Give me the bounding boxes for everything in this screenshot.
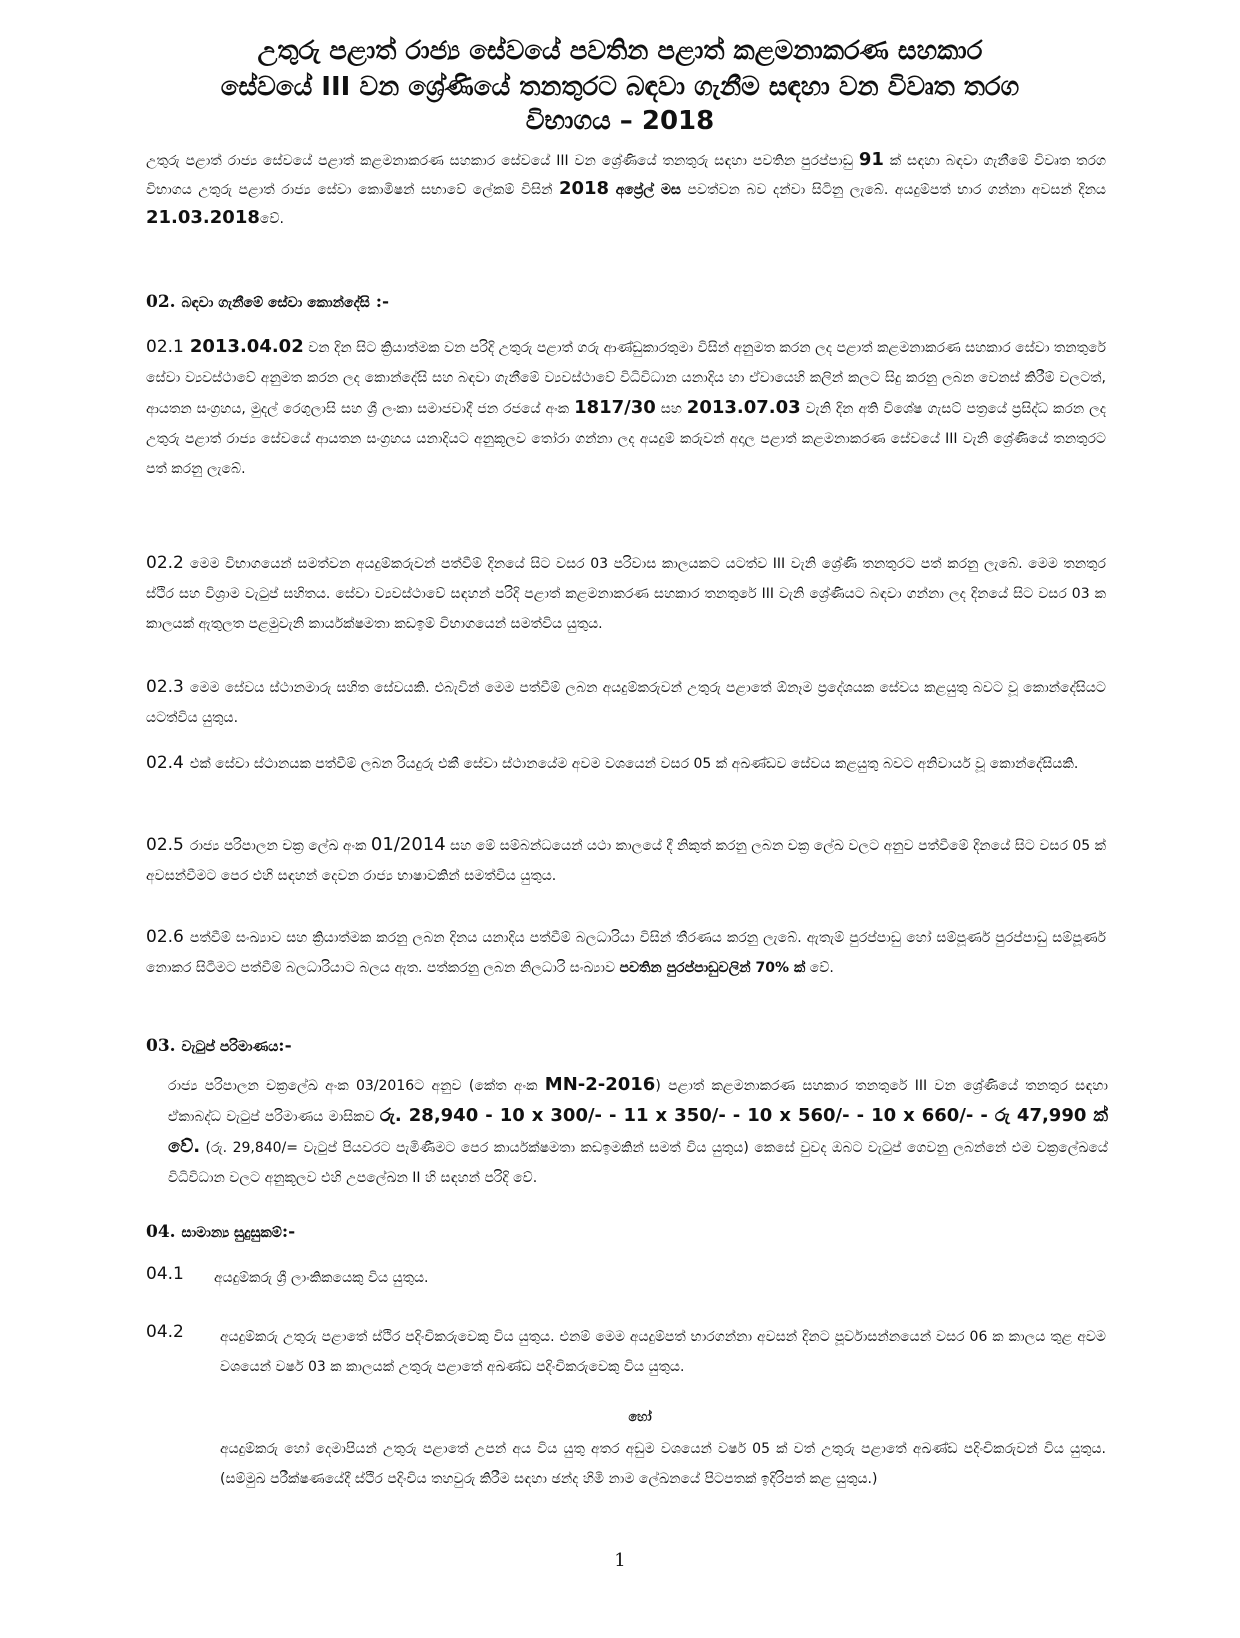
paragraph-text: වන දින සිට ක්‍රියාත්මක වන පරිදි උතුරු පළාත් ගරු ආණ්ඩුකාරතුමා විසින් අනුමත කරන ලද පළාත් කළමනාකරණ සහකාර සේවා තනතුරේ සේවා ව්‍යවස්ථාවේ අනුමත කරන ලද කොන්දේසි සහ බඳවා ගැනීමේ ව්‍යවස්ථාවේ විධිවිධාන යනාදිය හා ඒවායෙහි කලින් කලට සිදු කරනු ලබන වෙනස් කිරීම් වලටත්, ආයතන සංග්‍රහය, මුදල් රෙගුලාසි සහ ශ්‍රී ලංකා සමාජවාදී ජන රජයේ අංක: [146, 340, 1106, 417]
document-title-line-3: විභාගය – 2018: [525, 106, 715, 136]
section-heading-04: [146, 1222, 295, 1242]
paragraph-02-4: [146, 748, 1106, 779]
paragraph-02-2: [146, 548, 1106, 639]
section-label: වැටුප් පරිමාණය: [181, 1039, 279, 1055]
paragraph-number-04-2: 04.2: [146, 1322, 184, 1342]
paragraph-04-2-alternative: අයදුම්කරු හෝ දෙමාපියන් උතුරු පළාතේ උපන් අය විය යුතු අතර අඩුම වශයෙන් වර්ෂ 05 ක් වත් උතුරු පළාතේ අඛණ්ඩ පදිංචිකරුවන් විය යුතුය. (සම්මුඛ පරීක්ෂණයේදී ස්ථිර පදිංචිය තහවුරු කිරීම සඳහා ඡන්ද හිමි නාම ලේඛනයේ පිටපතක් ඉදිරිපත් කළ යුතුය.): [220, 1441, 1107, 1487]
paragraph-number: 02.3: [146, 677, 184, 697]
paragraph-text: වේ.: [805, 960, 834, 976]
paragraph-text: එක් සේවා ස්ථානයක පත්වීම් ලබන රියදුරු එකී සේවා ස්ථානයේම අවම වශයෙන් වසර 05 ක් අඛණ්ඩව සේවය කළයුතු බවට අනිවාර්ය වූ කොන්දේසියකි.: [189, 756, 1079, 772]
paragraph-number-04-1: 04.1: [146, 1264, 184, 1284]
page-number: 1: [614, 1550, 626, 1571]
closing-date: 21.03.2018: [146, 207, 260, 228]
paragraph-number: 02.6: [146, 927, 184, 947]
paragraph-02-1: [146, 332, 1106, 484]
salary-scale: රු. 28,940 - 10 x 300/- - 11 x 350/- - 10 x 560/- - 10 x 660/- - රු 47,990 ක් වේ.: [168, 1105, 1108, 1157]
paragraph-04-1: අයදුම්කරු ශ්‍රී ලාංකිකයෙකු විය යුතුය.: [214, 1270, 429, 1286]
paragraph-02-5: [146, 830, 1106, 891]
effective-date: 2013.04.02: [189, 336, 304, 357]
intro-text: ක් සඳහා බඳවා ගැනීමේ විවෘත තරග විභාගය උතුරු පළාත් රාජ්‍ය සේවා කොමිෂන් සභාවේ ලේකම් විසින්: [146, 153, 1106, 198]
section-number: 04.: [146, 1222, 176, 1242]
gazette-date: 2013.07.03: [686, 397, 801, 418]
paragraph-text: ) පළාත් කළමනාකරණ සහකාර තනතුරේ III වන ශ්‍රේණියේ තනතුර සඳහා ඒකාබද්ධ වැටුප් පරිමාණය මාසිකව: [168, 1078, 1108, 1125]
code-number: MN-2-2016: [544, 1074, 656, 1095]
paragraph-02-6: [146, 922, 1106, 983]
paragraph-02-3: [146, 672, 1106, 733]
paragraph-text: මෙම විභාගයෙන් සමත්වන අයදුම්කරුවන් පත්වීම් දිනයේ සිට වසර 03 පරිවාස කාලයකට යටත්ව III වැනි ශ්‍රේණි තනතුරට පත් කරනු ලැබේ. මෙම තනතුර ස්ථිර සහ විශ්‍රාම වැටුප් සහිතය. සේවා ව්‍යවස්ථාවේ සඳහන් පරිදි පළාත් කළමනාකරණ සහකාර තනතුරේ III වැනි ශ්‍රේණියට බඳවා ගන්නා ලද දිනයේ සිට වසර 03 ක කාලයක් ඇතුලත පළමුවැනි කාර්යක්ෂමතා කඩඉම් විභාගයෙන් සමත්විය යුතුය.: [146, 556, 1106, 632]
document-title-line-2: සේවයේ III වන ශ්‍රේණියේ තනතුරට බඳවා ගැනීම සඳහා වන විවෘත තරග: [220, 72, 1020, 102]
section-number: 02.: [146, 292, 176, 312]
section-suffix: :-: [281, 1222, 296, 1242]
section-number: 03.: [146, 1036, 176, 1056]
paragraph-text: සහ: [655, 401, 687, 417]
section-label: සාමාන්‍ය සුදුසුකම්: [181, 1225, 282, 1241]
vacancy-count: 91: [858, 149, 884, 170]
circular-number: 01/2014: [370, 834, 446, 855]
paragraph-text: (රු. 29,840/= වැටුප් පියවරට පැමිණීමට පෙර කාර්යක්ෂමතා කඩඉමකින් සමත් විය යුතුය) කෙසේ වුවද ඔබට වැටුප් ගෙවනු ලබන්නේ එම චක්‍රලේඛයේ විධිවිධාන වලට අනුකූලව එහි උපලේඛන II හි සඳහන් පරිදි වේ.: [168, 1140, 1108, 1186]
intro-paragraph: [146, 146, 1106, 233]
paragraph-text: සහ මේ සම්බන්ධයෙන් යථා කාලයේ දී නිකුත් කරනු ලබන චක්‍ර ලේඛ වලට අනුව පත්වීමේ දිනයේ සිට වසර 05 ක් අවසන්වීමට පෙර එහි සඳහන් දෙවන රාජ්‍ය භාෂාවකින් සමත්විය යුතුය.: [146, 838, 1106, 884]
paragraph-text: රාජ්‍ය පරිපාලන චක්‍ර ලේඛ අංක: [189, 838, 371, 854]
intro-text: පවත්වන බව දන්වා සිටිනු ලැබේ. අයදුම්පත් භාර ගන්නා අවසන් දිනය: [681, 182, 1106, 198]
paragraph-number: 02.4: [146, 753, 184, 773]
paragraph-text: වැනි දින අති විශේෂ ගැසට් පත්‍රයේ ප්‍රසිද්ධ කරන ලද උතුරු පළාත් රාජ්‍ය සේවයේ ආයතන සංග්‍රහය යනාදියට අනුකූලව තෝරා ගන්නා ලද අයදුම් කරුවන් අදාල පළාත් කළමනාකරණ සේවයේ III වැනි ශ්‍රේණියේ තනතුරට පත් කරනු ලැබේ.: [146, 401, 1107, 477]
paragraph-number: 02.1: [146, 337, 184, 357]
section-suffix: :-: [278, 1036, 292, 1056]
paragraph-03: [168, 1070, 1108, 1193]
paragraph-number: 02.5: [146, 835, 184, 855]
exam-year: 2018: [558, 178, 610, 199]
exam-month: අප්‍රේල් මස: [615, 182, 682, 198]
document-title-line-1: උතුරු පළාත් රාජ්‍ය සේවයේ පවතින පළාත් කළමනාකරණ සහකාර: [257, 36, 983, 66]
section-heading-02: [146, 292, 389, 312]
paragraph-number: 02.2: [146, 553, 184, 573]
paragraph-text: රාජ්‍ය පරිපාලන චක්‍රලේඛ අංක 03/2016ට අනුව (කේත අංක: [168, 1078, 545, 1094]
section-label: බඳවා ගැනීමේ සේවා කොන්දේසි: [181, 295, 370, 311]
appointment-percentage: පවතින පුරප්පාඩුවලින් 70% ක්: [619, 960, 806, 976]
intro-text: උතුරු පළාත් රාජ්‍ය සේවයේ පළාත් කළමනාකරණ සහකාර සේවයේ III වන ශ්‍රේණියේ තනතුරු සඳහා පවතින පුරප්පාඩු: [146, 153, 859, 169]
paragraph-04-2: අයදුම්කරු උතුරු පළාතේ ස්ථිර පදිංචිකරුවෙකු විය යුතුය. එනම් මෙම අයදුම්පත් භාරගන්නා අවසන් දිනට පූර්වාසන්නයෙන් වසර 06 ක කාලය තුළ අවම වශයෙන් වර්ෂ 03 ක කාලයක් උතුරු පළාතේ අඛණ්ඩ පදිංචිකරුවෙකු විය යුතුය.: [220, 1329, 1106, 1375]
intro-text: වේ.: [259, 211, 284, 227]
section-heading-03: [146, 1036, 292, 1056]
paragraph-text: මෙම සේවය ස්ථානමාරු සහිත සේවයකි. එබැවින් මෙම පත්වීම් ලබන අයදුම්කරුවන් උතුරු පළාතේ ඕනෑම ප්‍රදේශයක සේවය කළයුතු බවට වූ කොන්දේසියට යටත්විය යුතුය.: [146, 680, 1106, 726]
gazette-number: 1817/30: [574, 397, 656, 418]
paragraph-text: පත්වීම් සංඛ්‍යාව සහ ක්‍රියාත්මක කරනු ලබන දිනය යනාදිය පත්වීම් බලධාරියා විසින් තීරණය කරනු ලැබේ. ඇතැම් පුරප්පාඩු හෝ සම්පූර්ණ පුරප්පාඩු සම්පූර්ණ නොකර සිටීමට පත්වීම් බලධාරියාට බලය ඇත. පත්කරනු ලබන නිලධාරි සංඛ්‍යාව: [146, 930, 1106, 976]
or-separator: හෝ: [628, 1410, 652, 1425]
section-suffix: :-: [369, 292, 390, 312]
